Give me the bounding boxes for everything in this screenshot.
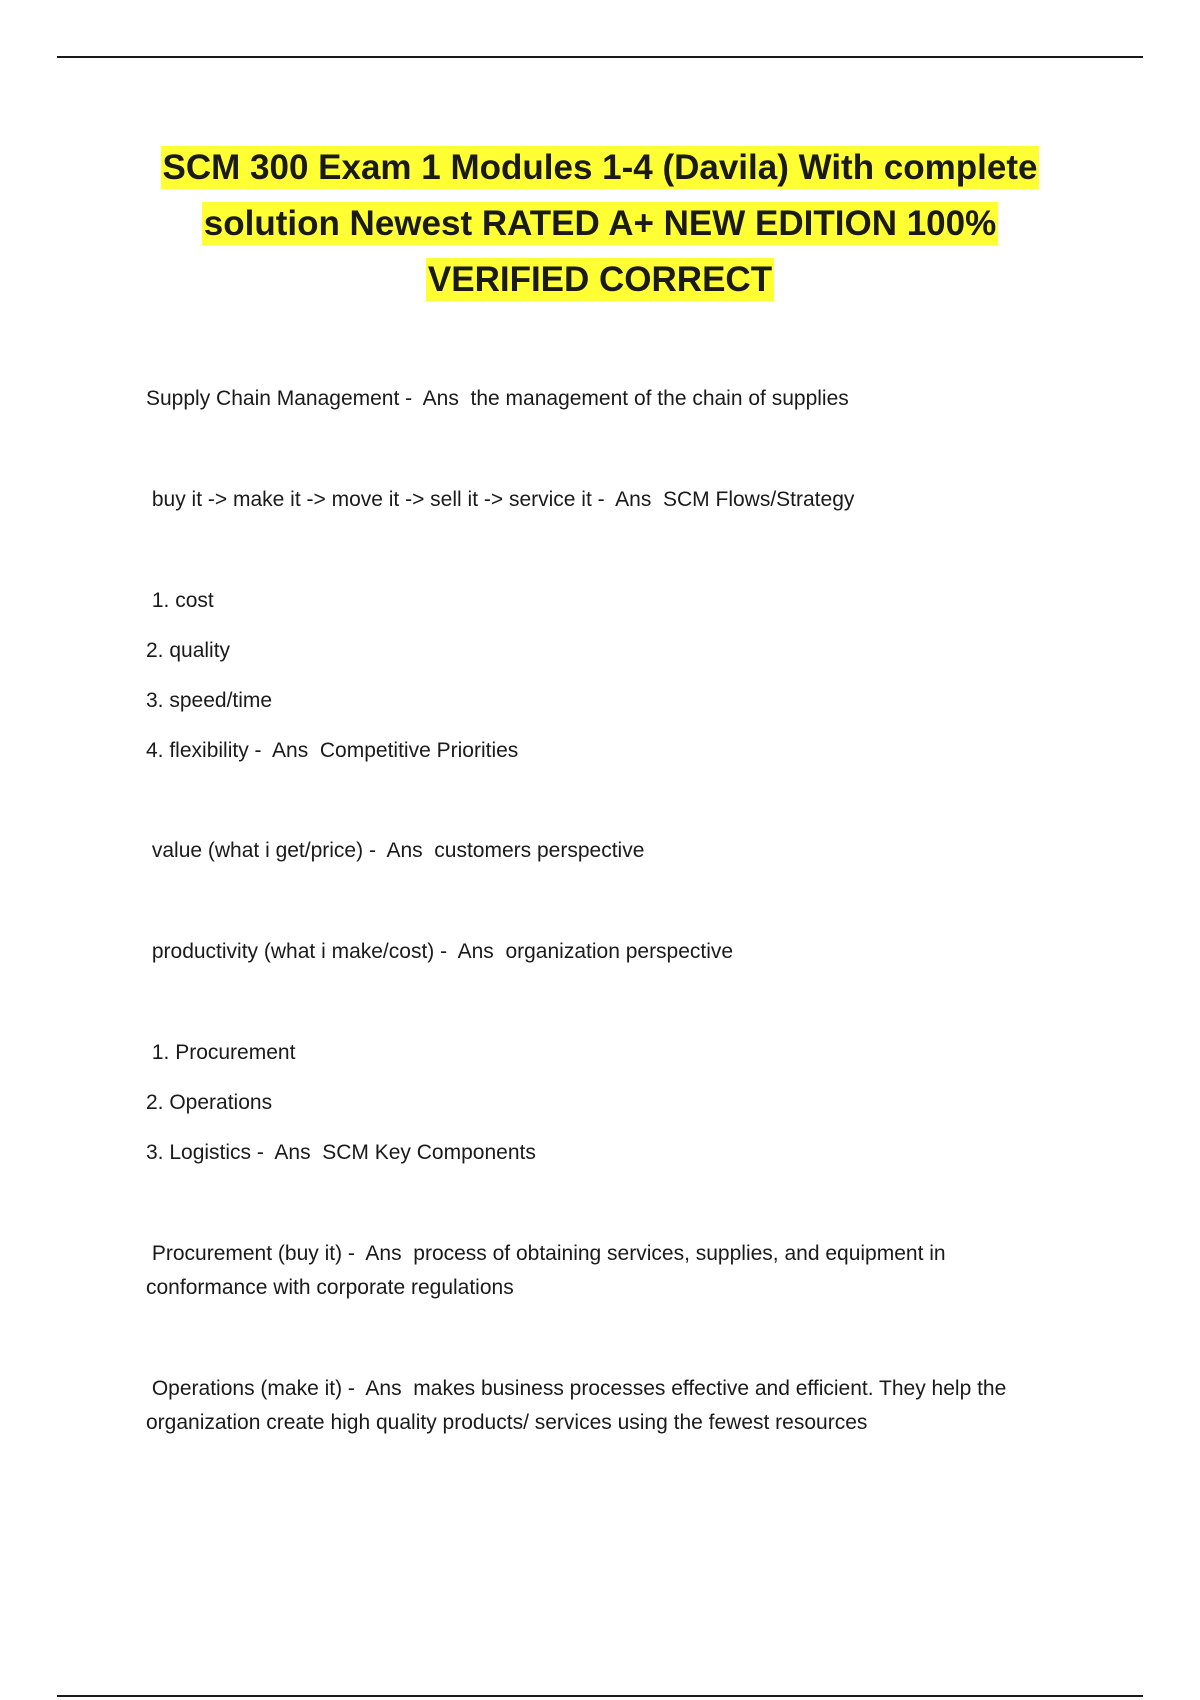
title-line-2: solution Newest RATED A+ NEW EDITION 100% bbox=[203, 204, 997, 243]
list-item-quality: 2. quality bbox=[146, 639, 231, 662]
entry-supply-chain-management: Supply Chain Management - Ans the management of the chain of supplies bbox=[146, 387, 849, 410]
list-item-speed-time: 3. speed/time bbox=[146, 689, 273, 712]
document-title bbox=[60, 140, 1140, 308]
list-item-cost: 1. cost bbox=[146, 589, 214, 612]
top-rule bbox=[57, 56, 1143, 58]
list-item-logistics: 3. Logistics - Ans SCM Key Components bbox=[146, 1141, 536, 1164]
title-line-1: SCM 300 Exam 1 Modules 1-4 (Davila) With complete bbox=[162, 148, 1038, 187]
list-item-flexibility: 4. flexibility - Ans Competitive Priorities bbox=[146, 739, 519, 762]
title-line-3: VERIFIED CORRECT bbox=[427, 260, 773, 299]
entry-operations-line-2: organization create high quality products/ services using the fewest resources bbox=[146, 1411, 868, 1434]
entry-customers-perspective: value (what i get/price) - Ans customers perspective bbox=[146, 839, 645, 862]
entry-scm-flows: buy it -> make it -> move it -> sell it -> service it - Ans SCM Flows/Strategy bbox=[146, 488, 855, 511]
bottom-rule bbox=[57, 1695, 1143, 1697]
entry-procurement-line-2: conformance with corporate regulations bbox=[146, 1276, 514, 1299]
list-item-procurement: 1. Procurement bbox=[146, 1041, 296, 1064]
list-item-operations: 2. Operations bbox=[146, 1091, 273, 1114]
entry-operations-line-1: Operations (make it) - Ans makes business processes effective and efficient. They help the bbox=[146, 1377, 1007, 1400]
entry-organization-perspective: productivity (what i make/cost) - Ans organization perspective bbox=[146, 940, 734, 963]
entry-procurement-line-1: Procurement (buy it) - Ans process of obtaining services, supplies, and equipment in bbox=[146, 1242, 946, 1265]
